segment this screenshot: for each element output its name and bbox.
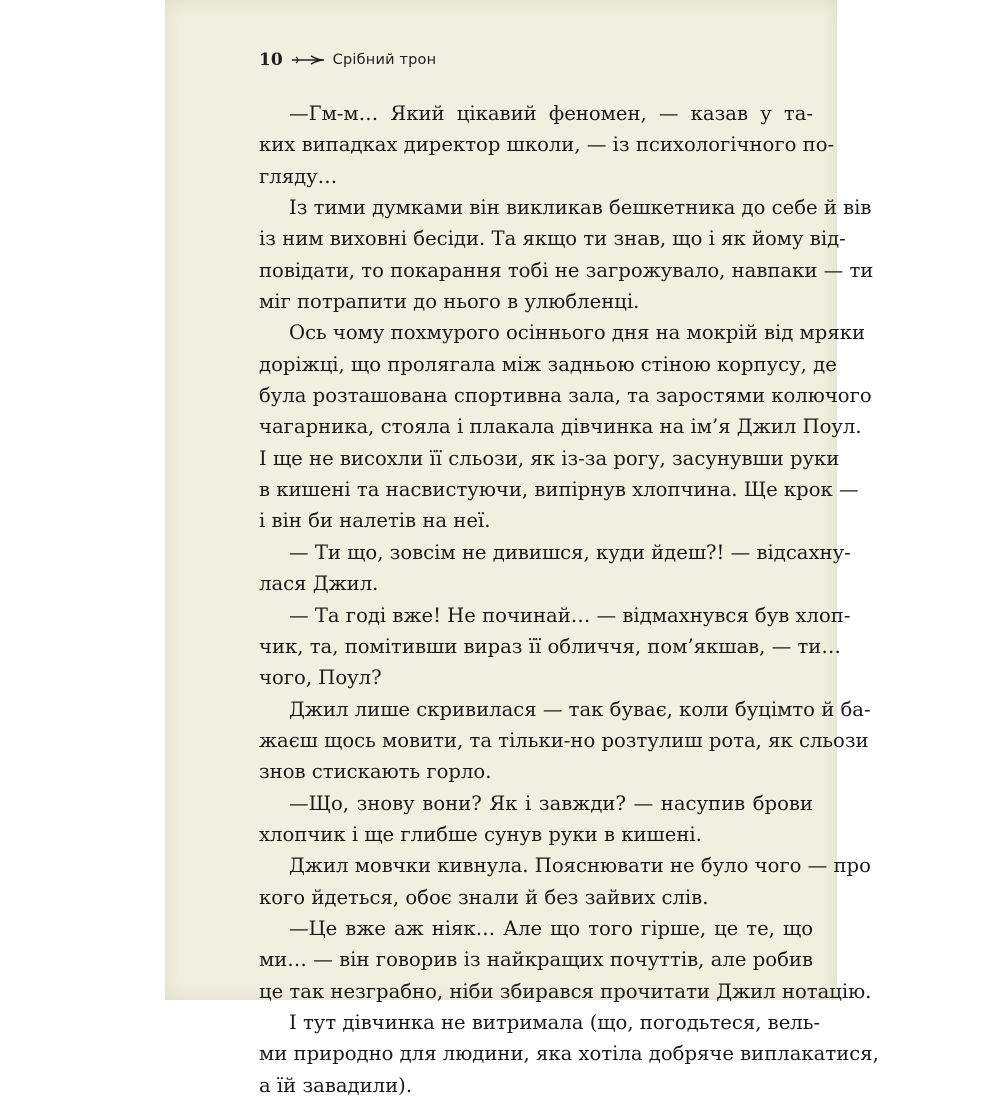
text-line: жаєш щось мовити, та тільки-но розтулиш рота, як сльози (259, 728, 869, 752)
text-line: чик, та, помітивши вираз її обличчя, пом’якшав, — ти… (259, 634, 841, 658)
text-line: повідати, то покарання тобі не загрожувало, навпаки — ти (259, 258, 874, 282)
arrow-ornament-icon (291, 51, 325, 70)
text-line: Джил лише скривилася — так буває, коли буцімто й ба- (289, 697, 871, 721)
text-line: гляду… (259, 164, 338, 188)
text-line: ми природно для людини, яка хотіла добряче виплакатися, (259, 1042, 879, 1066)
text-line: а їй завадили). (259, 1073, 413, 1097)
text-line: і він би налетів на неї. (259, 509, 491, 533)
text-line: —Це вже аж ніяк… Але що того гірше, це те, що (289, 916, 813, 940)
text-line: це так незграбно, ніби збирався прочитати Джил нотацію. (259, 979, 872, 1003)
text-line: лася Джил. (259, 572, 379, 596)
text-line: була розташована спортивна зала, та заростями колючого (259, 384, 872, 408)
text-line: І ще не висохли її сльози, як із-за рогу, засунувши руки (259, 446, 840, 470)
body-text (259, 98, 879, 1101)
text-line: Джил мовчки кивнула. Пояснювати не було чого — про (289, 854, 871, 878)
text-line: міг потрапити до нього в улюбленці. (259, 290, 640, 314)
text-line: хлопчик і ще глибше сунув руки в кишені. (259, 822, 702, 846)
page-number: 10 (259, 50, 283, 70)
text-line: кого йдеться, обоє знали й без зайвих слів. (259, 885, 709, 909)
text-line: чого, Поул? (259, 666, 382, 690)
text-line: — Та годі вже! Не починай… — відмахнувся був хлоп- (289, 603, 851, 627)
text-line: —Гм-м… Який цікавий феномен, — казав у та- (289, 102, 813, 125)
text-line: ких випадках директор школи, — із психологічного по- (259, 133, 835, 157)
text-line: в кишені та насвистуючи, випірнув хлопчина. Ще крок — (259, 478, 859, 502)
text-line: Ось чому похмурого осіннього дня на мокрій від мряки (289, 321, 865, 345)
running-title: Срібний трон (332, 52, 437, 68)
text-line: чагарника, стояла і плакала дівчинка на ім’я Джил Поул. (259, 415, 862, 439)
text-line: доріжці, що пролягала між задньою стіною корпусу, де (259, 352, 837, 376)
text-line: із ним виховні бесіди. Та якщо ти знав, що і як йому від- (259, 227, 846, 251)
text-line: знов стискають горло. (259, 760, 492, 784)
page-header (259, 50, 436, 70)
text-line: ми… — він говорив із найкращих почуттів, але робив (259, 948, 813, 972)
text-line: —Що, знову вони? Як і завжди? — насупив брови (289, 791, 813, 815)
text-line: І тут дівчинка не витримала (що, погодьтеся, вель- (289, 1010, 821, 1034)
text-line: — Ти що, зовсім не дивишся, куди йдеш?! — відсахну- (289, 540, 851, 564)
text-line: Із тими думками він викликав бешкетника до себе й вів (289, 196, 872, 220)
book-page (165, 0, 879, 1097)
